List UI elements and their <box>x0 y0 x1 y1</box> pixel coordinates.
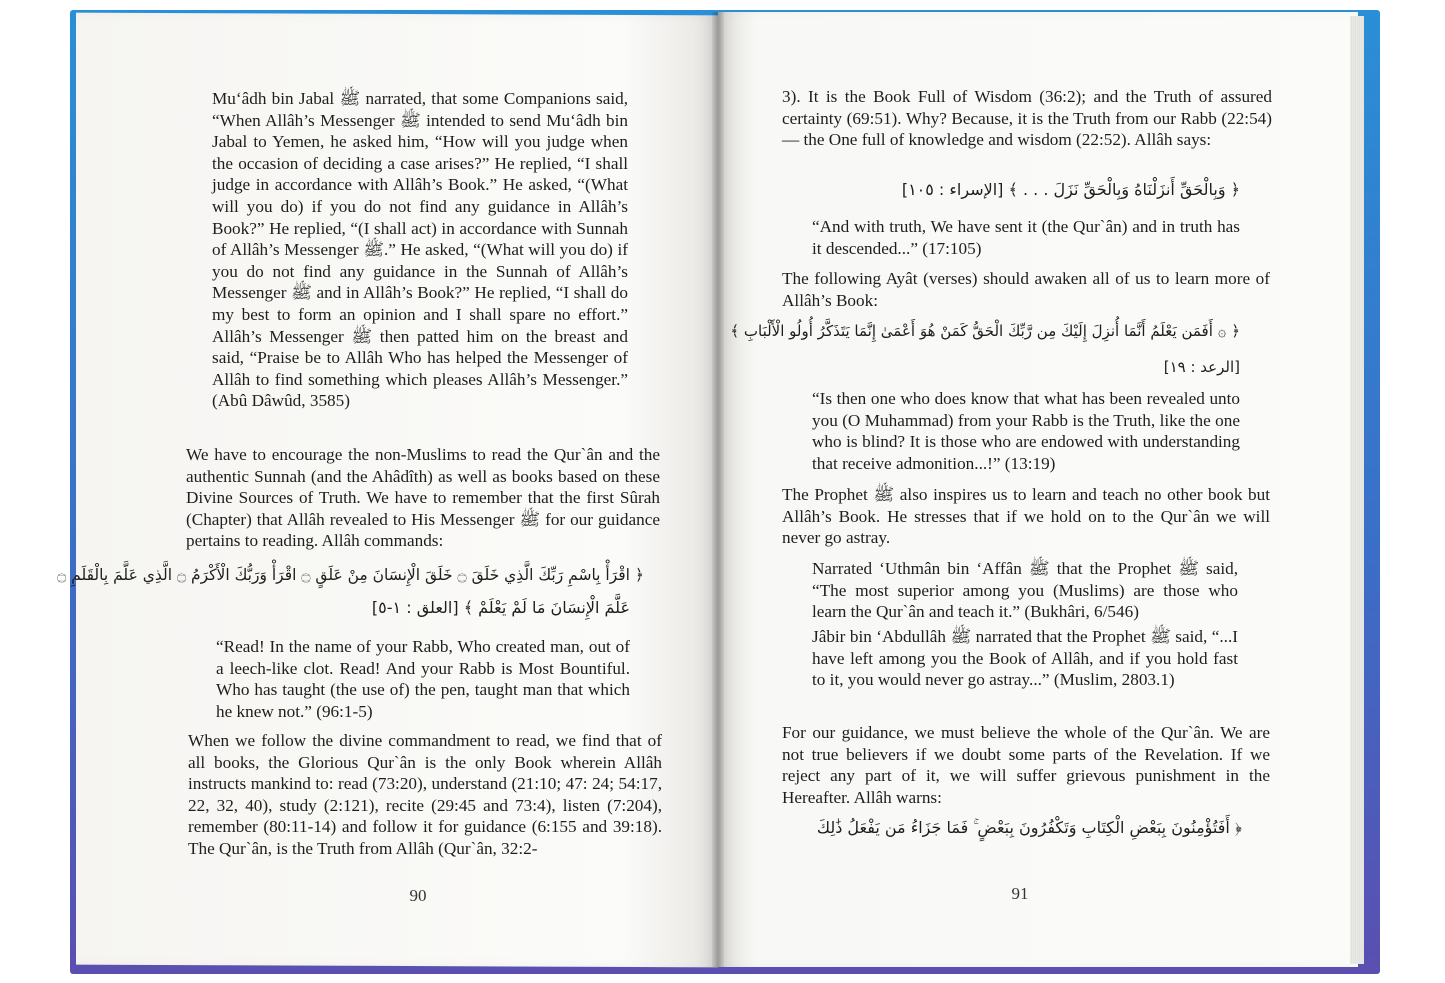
right-paragraph-believe: For our guidance, we must believe the whole of the Qur`ân. We are not true believers if we doubt some parts of the Revelation. If we reject any part of it, we will suffer grievous punishment in the Hereafter. Allâh warns: <box>782 723 1270 807</box>
page-edges <box>1350 16 1364 964</box>
right-arabic-verse-3: ﴿ أَفَتُؤْمِنُونَ بِبَعْضِ الْكِتَابِ وَتَكْفُرُونَ بِبَعْضٍ ۚ فَمَا جَزَاءُ مَن يَفْعَلُ ذَٰلِكَ <box>816 818 1242 837</box>
right-arabic-verse-1: ﴿ وَبِالْحَقِّ أَنزَلْنَاهُ وَبِالْحَقِّ نَزَلَ . . . ﴾ [الإسراء : ١٠٥] <box>901 180 1240 199</box>
left-translation: “Read! In the name of your Rabb, Who created man, out of a leech-like clot. Read! And your Rabb is Most Bountiful. Who has taught (the use of) the pen, taught man that which he knew not.” (96:1-5) <box>216 637 630 721</box>
right-paragraph-prophet: The Prophet ﷺ also inspires us to learn and teach no other book but Allâh’s Book. He stresses that if we hold on to the Qur`ân we will never go astray. <box>782 485 1270 548</box>
left-paragraph-divine: When we follow the divine commandment to read, we find that of all books, the Glorious Qur`ân is the only Book wherein Allâh instructs mankind to: read (73:20), understand (21:10; 47: 24; 54:17, 22, 32, 40), study (2:121), recite (29:45 and 73:4), listen (7:204), remember (80:11-14) and follow it for guidance (6:155 and 39:18). The Qur`ân, is the Truth from Allâh (Qur`ân, 32:2- <box>188 731 662 858</box>
right-translation-1: “And with truth, We have sent it (the Qur`ân) and in truth has it descended...” (17:105) <box>812 217 1240 258</box>
right-paragraph-ayat: The following Ayât (verses) should awaken all of us to learn more of Allâh’s Book: <box>782 269 1270 310</box>
left-arabic-verse-1: ﴿ اقْرَأْ بِاسْمِ رَبِّكَ الَّذِي خَلَقَ ۝ خَلَقَ الْإِنسَانَ مِنْ عَلَقٍ ۝ اقْرَأْ وَرَبُّكَ الْأَكْرَمُ ۝ الَّذِي عَلَّمَ بِالْقَلَمِ ۝ <box>57 566 644 584</box>
book-spine <box>712 12 724 967</box>
right-hadith-uthman: Narrated ‘Uthmân bin ‘Affân ﷺ that the Prophet ﷺ said, “The most superior among you (Muslims) are those who learn the Qur`ân and teach it.” (Bukhâri, 6/546) <box>812 559 1238 622</box>
left-page-number: 90 <box>409 886 427 905</box>
right-arabic-verse-2-ref: [الرعد : ١٩] <box>1163 358 1240 376</box>
left-arabic-verse-2: عَلَّمَ الْإِنسَانَ مَا لَمْ يَعْلَمْ ﴾ [العلق : ١-٥] <box>371 598 630 617</box>
right-paragraph-book: 3). It is the Book Full of Wisdom (36:2); and the Truth of assured certainty (69:51). Why? Because, it is the Truth from our Rabb (22:54) — the One full of knowledge and wisdom (22:52). Allâh says: <box>782 87 1272 150</box>
right-translation-2: “Is then one who does know that what has been revealed unto you (O Muhammad) from your Rabb is the Truth, like the one who is blind? It is those who are endowed with understanding that receive admonition...!” (13:19) <box>812 389 1240 473</box>
right-page-number: 91 <box>1011 884 1029 903</box>
right-arabic-verse-2: ﴿ ۞ أَفَمَن يَعْلَمُ أَنَّمَا أُنزِلَ إِلَيْكَ مِن رَّبِّكَ الْحَقُّ كَمَنْ هُوَ أَعْمَىٰ إِنَّمَا يَتَذَكَّرُ أُولُو الْأَلْبَابِ ﴾ <box>730 322 1240 340</box>
left-hadith-paragraph: Mu‘âdh bin Jabal ﷺ narrated, that some Companions said, “When Allâh’s Messenger ﷺ intended to send Mu‘âdh bin Jabal to Yemen, he asked him, “How will you judge when the occasion of deciding a case arises?” He replied, “I shall judge in accordance with Allâh’s Book.” He asked, “(What will you do) if you do not find any guidance in Allâh’s Book?” He replied, “(I shall act) in accordance with Sunnah of Allâh’s Messenger ﷺ.” He asked, “(What will you do) if you do not find any guidance in the Sunnah of Allâh’s Messenger ﷺ and in Allâh’s Book?” He replied, “I shall do my best to form an opinion and I shall spare no effort.” Allâh’s Messenger ﷺ then patted him on the breast and said, “Praise be to Allâh Who has helped the Messenger of Allâh to find something which pleases Allâh’s Messenger.” (Abû Dâwûd, 3585) <box>212 89 628 411</box>
right-hadith-jabir: Jâbir bin ‘Abdullâh ﷺ narrated that the Prophet ﷺ said, “...I have left among you the Book of Allâh, and if you hold fast to it, you would never go astray...” (Muslim, 2803.1) <box>812 627 1238 690</box>
left-paragraph-encourage: We have to encourage the non-Muslims to read the Qur`ân and the authentic Sunnah (and the Ahâdîth) as well as books based on these Divine Sources of Truth. We have to remember that the first Sûrah (Chapter) that Allâh revealed to His Messenger ﷺ for our guidance pertains to reading. Allâh commands: <box>186 445 660 551</box>
